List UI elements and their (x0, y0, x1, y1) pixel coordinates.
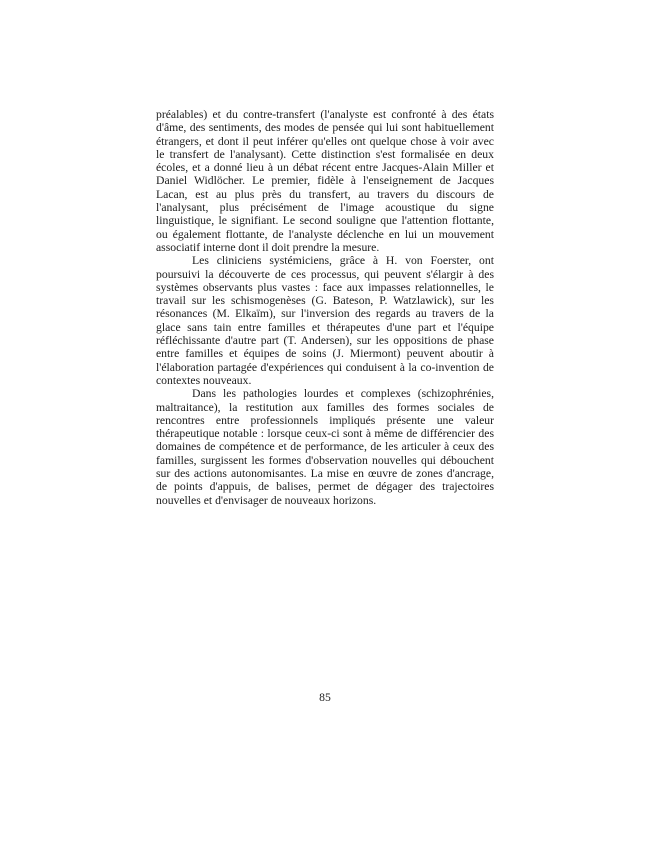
paragraph: Dans les pathologies lourdes et complexes (schizophrénies, maltraitance), la restitution aux familles des formes sociales de rencontres entre professionnels impliqués présente une valeur thérapeutique notable : lorsque ceux-ci sont à même de différencier des domaines de compétence et de performance, de les articuler à ceux des familles, surgissent les formes d'observation nouvelles qui débouchent sur des actions autonomisantes. La mise en œuvre de zones d'ancrage, de points d'appuis, de balises, permet de dégager des trajectoires nouvelles et d'envisager de nouveaux horizons. (156, 387, 494, 507)
page-number: 85 (319, 691, 331, 704)
page-body-text (156, 108, 494, 507)
paragraph: Les cliniciens systémiciens, grâce à H. von Foerster, ont poursuivi la découverte de ces processus, qui peuvent s'élargir à des systèmes observants plus vastes : face aux impasses relationnelles, le travail sur les schismogenèses (G. Bateson, P. Watzlawick), sur les résonances (M. Elkaïm), sur l'inversion des regards au travers de la glace sans tain entre familles et thérapeutes d'une part et l'équipe réfléchissante d'autre part (T. Andersen), sur les oppositions de phase entre familles et équipes de soins (J. Miermont) peuvent aboutir à l'élaboration partagée d'expériences qui conduisent à la co-invention de contextes nouveaux. (156, 254, 494, 387)
paragraph-continuation: préalables) et du contre-transfert (l'analyste est confronté à des états d'âme, des sentiments, des modes de pensée qui lui sont habituellement étrangers, et dont il peut inférer qu'elles ont quelque chose à voir avec le transfert de l'analysant). Cette distinction s'est formalisée en deux écoles, et a donné lieu à un débat récent entre Jacques-Alain Miller et Daniel Widlöcher. Le premier, fidèle à l'enseignement de Jacques Lacan, est au plus près du transfert, au travers du discours de l'analysant, plus précisément de l'image acoustique du signe linguistique, le signifiant. Le second souligne que l'attention flottante, ou également flottante, de l'analyste déclenche en lui un mouvement associatif interne dont il doit prendre la mesure. (156, 108, 494, 254)
